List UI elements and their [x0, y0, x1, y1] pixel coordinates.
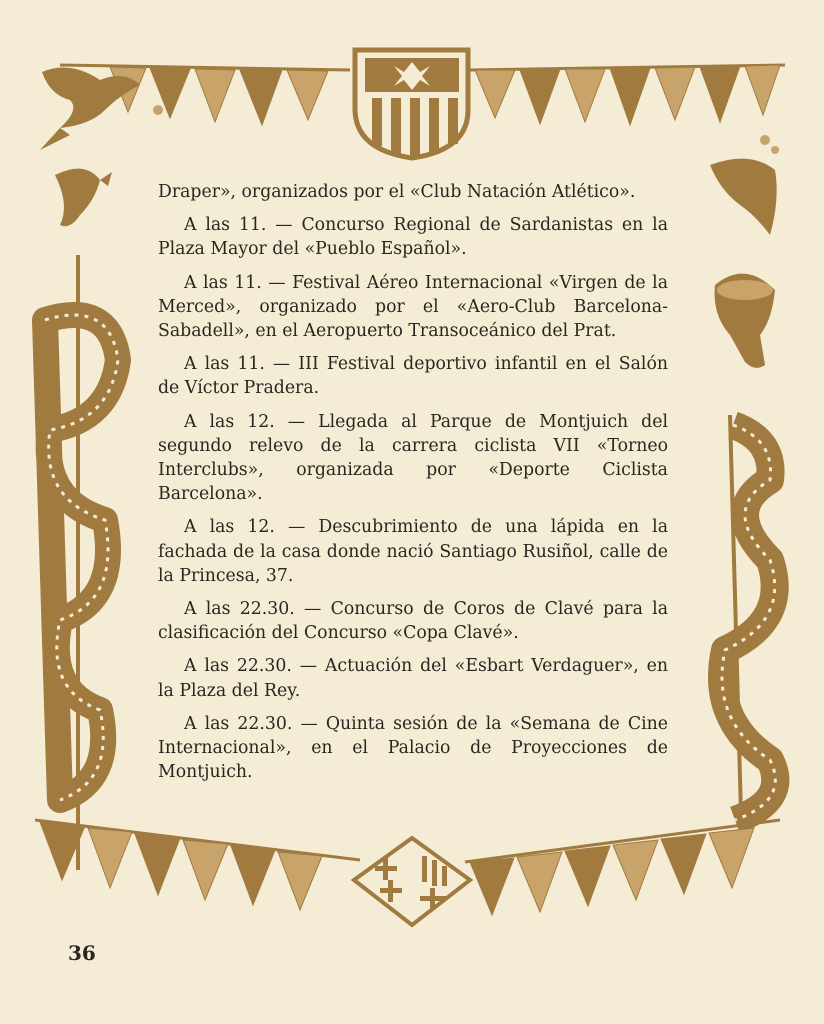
paragraph: A las 22.30. — Quinta sesión de la «Semana de Cine Internacional», en el Palacio de Proyecciones de Montjuich.: [158, 713, 668, 783]
bell-icon: [715, 274, 775, 368]
bunting-icon: [470, 65, 785, 125]
paragraph: A las 22.30. — Concurso de Coros de Clavé para la clasificación del Concurso «Copa Clavé».: [158, 599, 668, 644]
paragraph: A las 11. — Concurso Regional de Sardanistas en la Plaza Mayor del «Pueblo Español».: [158, 215, 668, 260]
shield-icon: [355, 50, 468, 158]
page-number: 36: [68, 941, 96, 965]
program-text: [158, 180, 668, 793]
dove-icon: [710, 135, 779, 235]
paragraph: A las 12. — Llegada al Parque de Montjuich del segundo relevo de la carrera ciclista VII «Torneo Interclubs», organizada por «Deporte Ciclista Barcelona».: [158, 411, 668, 505]
paragraph: A las 22.30. — Actuación del «Esbart Verdaguer», en la Plaza del Rey.: [158, 656, 668, 701]
city-arms-icon: [354, 838, 470, 925]
paragraph: A las 12. — Descubrimiento de una lápida en la fachada de la casa donde nació Santiago Rusiñol, calle de la Princesa, 37.: [158, 517, 668, 586]
dove-icon: [55, 169, 112, 227]
paragraph: Draper», organizados por el «Club Natación Atlético».: [158, 182, 636, 202]
paragraph: A las 11. — III Festival deportivo infantil en el Salón de Víctor Pradera.: [158, 354, 668, 399]
paragraph: A las 11. — Festival Aéreo Internacional «Virgen de la Merced», organizado por el «Aero-Club Barcelona-Sabadell», en el Aeropuerto Transoceánico del Prat.: [158, 272, 668, 342]
flag-icon: [722, 415, 775, 850]
bird-icon: [40, 68, 163, 151]
banner-icon: [45, 255, 118, 870]
